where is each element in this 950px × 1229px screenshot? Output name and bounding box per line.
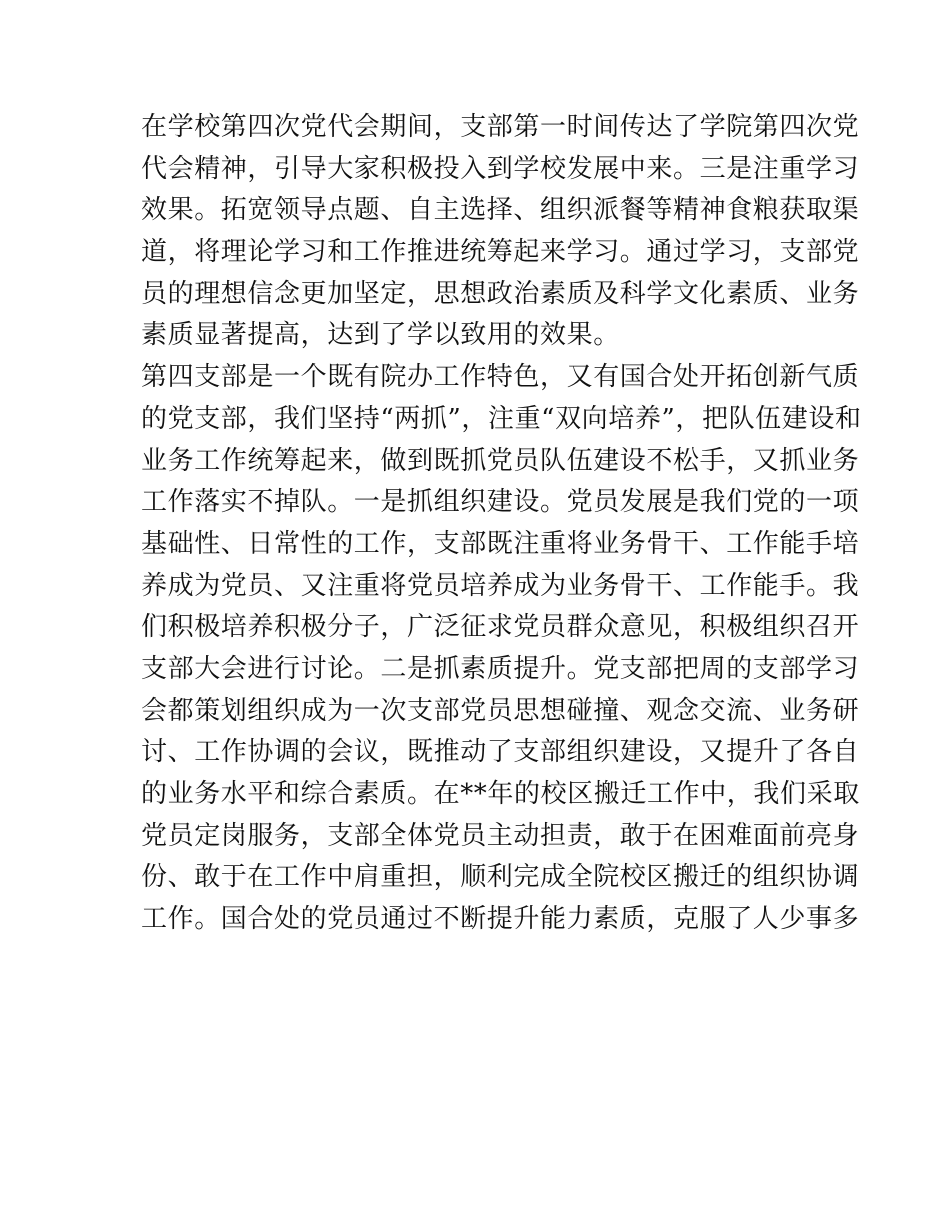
text-line: 道，将理论学习和工作推进统筹起来学习。通过学习，支部党: [141, 237, 860, 268]
text-line: 效果。拓宽领导点题、自主选择、组织派餐等精神食粮获取渠: [141, 195, 860, 226]
text-line: 的业务水平和综合素质。在**年的校区搬迁工作中，我们采取: [141, 779, 860, 809]
text-line: 基础性、日常性的工作，支部既注重将业务骨干、工作能手培: [141, 528, 860, 559]
body-text: [141, 107, 862, 941]
text-line: 员的理想信念更加坚定，思想政治素质及科学文化素质、业务: [141, 278, 860, 309]
text-line: 第四支部是一个既有院办工作特色，又有国合处开拓创新气质: [141, 362, 860, 393]
text-line: 的党支部，我们坚持“两抓”，注重“双向培养”，把队伍建设和: [141, 403, 862, 434]
text-line: 工作落实不掉队。一是抓组织建设。党员发展是我们党的一项: [141, 487, 860, 518]
text-line: 支部大会进行讨论。二是抓素质提升。党支部把周的支部学习: [141, 653, 860, 684]
text-line: 讨、工作协调的会议，既推动了支部组织建设，又提升了各自: [141, 737, 860, 768]
text-line: 工作。国合处的党员通过不断提升能力素质，克服了人少事多: [141, 904, 860, 935]
text-line: 党员定岗服务，支部全体党员主动担责，敢于在困难面前亮身: [141, 820, 860, 851]
text-line: 们积极培养积极分子，广泛征求党员群众意见，积极组织召开: [141, 612, 860, 643]
text-line: 养成为党员、又注重将党员培养成为业务骨干、工作能手。我: [141, 570, 860, 601]
text-line: 业务工作统筹起来，做到既抓党员队伍建设不松手，又抓业务: [141, 445, 860, 476]
text-line: 素质显著提高，达到了学以致用的效果。: [141, 320, 620, 351]
text-line: 份、敢于在工作中肩重担，顺利完成全院校区搬迁的组织协调: [141, 862, 860, 893]
text-line: 会都策划组织成为一次支部党员思想碰撞、观念交流、业务研: [141, 695, 860, 726]
text-line: 代会精神，引导大家积极投入到学校发展中来。三是注重学习: [141, 153, 860, 184]
text-line: 在学校第四次党代会期间，支部第一时间传达了学院第四次党: [141, 112, 860, 142]
